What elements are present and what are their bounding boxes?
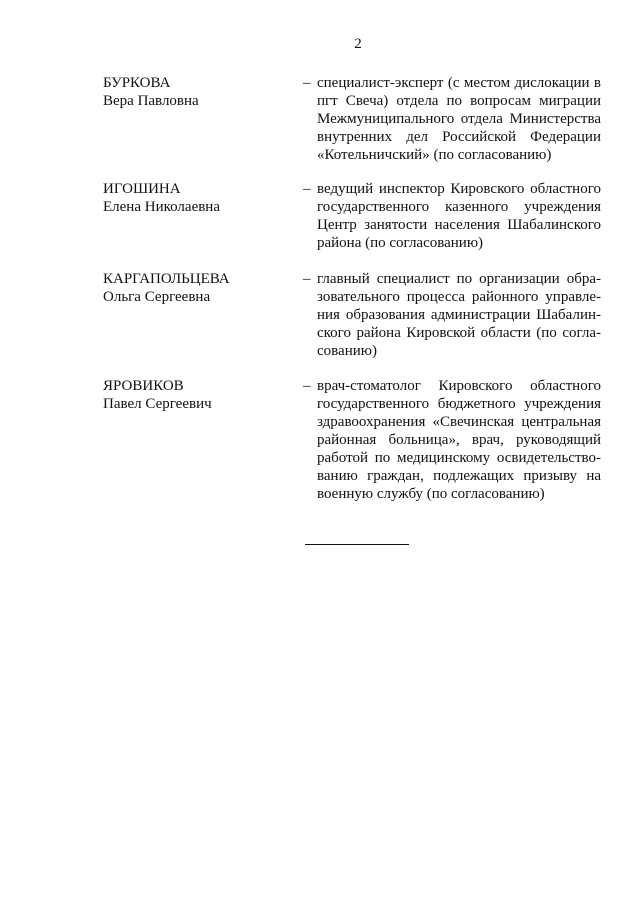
position-line: района (по согласованию) [317,235,484,251]
position-line: ния образования администрации Шабалин- [317,307,601,323]
position-line: государственного бюджетного учреждения [317,396,601,412]
member-position [317,180,601,252]
member-position [317,270,601,360]
position-line: внутренних дел Российской Федерации [317,129,601,145]
member-surname: БУРКОВА [103,75,171,91]
dash-separator: – [303,75,311,91]
position-line: государственного казенного учреждения [317,199,601,215]
position-line: главный специалист по организации обра- [317,271,601,287]
dash-separator: – [303,378,311,394]
member-surname: КАРГАПОЛЬЦЕВА [103,271,230,287]
position-line: здравоохранения «Свечинская центральная [317,414,601,430]
member-position [317,74,601,164]
member-name [103,270,293,306]
page-number: 2 [354,36,362,52]
end-of-list-rule [305,544,409,545]
position-line: районная больница», врач, руководящий [317,432,601,448]
position-line: врач-стоматолог Кировского областного [317,378,601,394]
member-name [103,180,293,216]
position-line: военную службу (по согласованию) [317,486,545,502]
position-line: «Котельничский» (по согласованию) [317,147,552,163]
position-line: работой по медицинскому освидетельство- [317,450,601,466]
member-given-names: Ольга Сергеевна [103,289,211,305]
position-line: Центр занятости населения Шабалинского [317,217,601,233]
position-line: Межмуниципального отдела Министерства [317,111,601,127]
member-given-names: Павел Сергеевич [103,396,212,412]
dash-separator: – [303,181,311,197]
position-line: сованию) [317,343,377,359]
member-surname: ЯРОВИКОВ [103,378,184,394]
member-given-names: Елена Николаевна [103,199,220,215]
member-surname: ИГОШИНА [103,181,181,197]
position-line: пгт Свеча) отдела по вопросам миграции [317,93,601,109]
position-line: ского района Кировской области (по согла- [317,325,601,341]
position-line: ванию граждан, подлежащих призыву на [317,468,601,484]
member-given-names: Вера Павловна [103,93,199,109]
member-name [103,377,293,413]
member-position [317,377,601,503]
dash-separator: – [303,271,311,287]
position-line: специалист-эксперт (с местом дислокации в [317,75,601,91]
member-name [103,74,293,110]
position-line: ведущий инспектор Кировского областного [317,181,601,197]
position-line: зовательного процесса районного управле- [317,289,601,305]
